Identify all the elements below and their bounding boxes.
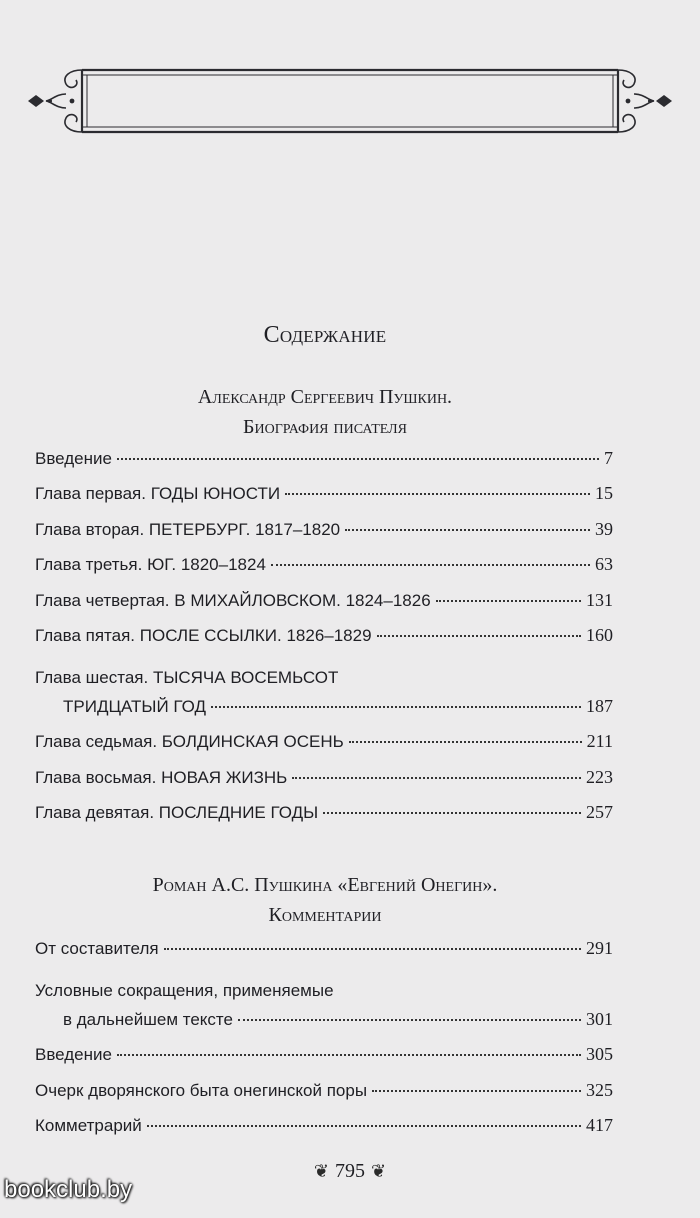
fleuron-left-icon: ❦ [313, 1161, 329, 1181]
toc-entry[interactable] [35, 625, 613, 660]
toc-entry[interactable] [35, 731, 613, 766]
section-heading-line: Роман А.С. Пушкина «Евгений Онегин». [152, 874, 498, 896]
toc-entry[interactable] [35, 483, 613, 518]
section-heading-line: Биография писателя [242, 416, 408, 438]
ornament-frame-graphic [26, 64, 674, 138]
toc-entry-label: Глава седьмая. БОЛДИНСКАЯ ОСЕНЬ [35, 732, 344, 752]
page-number: 795 [335, 1160, 365, 1182]
toc-entry-label: Глава третья. ЮГ. 1820–1824 [35, 555, 266, 575]
dot-leader [377, 635, 581, 637]
dot-leader [117, 1054, 581, 1056]
toc-entry-page: 131 [586, 589, 613, 610]
toc-entry[interactable] [35, 590, 613, 625]
fleuron-right-icon: ❦ [371, 1161, 387, 1181]
toc-entry[interactable] [35, 767, 613, 802]
toc-entry-label: Введение [35, 1045, 112, 1065]
toc-entry-label: Глава первая. ГОДЫ ЮНОСТИ [35, 484, 281, 504]
dot-leader [238, 1019, 581, 1021]
toc-entry-label: Комметрарий [35, 1116, 142, 1136]
toc-entry-label: Глава вторая. ПЕТЕРБУРГ. 1817–1820 [35, 519, 341, 539]
toc-entry-page: 15 [595, 483, 613, 504]
toc-entry-page: 63 [595, 554, 613, 575]
toc-entry[interactable] [35, 519, 613, 554]
dot-leader [211, 706, 581, 708]
dot-leader [349, 741, 582, 743]
toc-entry[interactable] [35, 938, 613, 973]
dot-leader [436, 600, 581, 602]
toc-entry-page: 211 [586, 731, 613, 752]
toc-entry-continuation [35, 1009, 613, 1044]
toc-list-commentary [35, 938, 613, 1151]
site-watermark: bookclub.by [4, 1176, 133, 1203]
dot-leader [271, 564, 590, 566]
section-heading-commentary [0, 870, 650, 930]
dot-leader [292, 777, 581, 779]
table-of-contents-title: Содержание [263, 322, 387, 348]
toc-entry[interactable] [35, 973, 613, 1044]
toc-entry-continuation [35, 696, 613, 731]
section-heading-line: Комментарии [268, 904, 382, 926]
toc-entry[interactable] [35, 554, 613, 589]
toc-entry-label: Глава четвертая. В МИХАЙЛОВСКОМ. 1824–1826 [35, 590, 431, 610]
toc-entry-page: 257 [586, 802, 613, 823]
toc-entry-label: Глава девятая. ПОСЛЕДНИЕ ГОДЫ [35, 803, 319, 823]
toc-entry[interactable] [35, 802, 613, 837]
toc-entry[interactable] [35, 660, 613, 731]
toc-list-biography [35, 448, 613, 838]
toc-entry[interactable] [35, 448, 613, 483]
section-heading-biography [0, 382, 650, 442]
dot-leader [372, 1090, 581, 1092]
toc-entry-label: ТРИДЦАТЫЙ ГОД [63, 696, 207, 716]
toc-entry[interactable] [35, 1044, 613, 1079]
toc-entry-page: 39 [595, 518, 613, 539]
dot-leader [164, 948, 581, 950]
toc-entry-page: 305 [586, 1044, 613, 1065]
toc-entry-label: Введение [35, 449, 112, 468]
toc-entry-label: Глава восьмая. НОВАЯ ЖИЗНЬ [35, 767, 288, 787]
toc-entry-page: 301 [586, 1008, 613, 1029]
dot-leader [345, 529, 590, 531]
toc-entry-page: 417 [586, 1115, 613, 1136]
toc-entry-label: От составителя [35, 939, 159, 958]
toc-entry[interactable] [35, 1115, 613, 1150]
toc-entry-page: 223 [586, 766, 613, 787]
toc-entry-page: 325 [586, 1079, 613, 1100]
toc-entry-page: 291 [586, 938, 613, 958]
toc-entry-page: 7 [604, 448, 613, 468]
toc-entry[interactable] [35, 1080, 613, 1115]
toc-entry-label: Глава шестая. ТЫСЯЧА ВОСЕМЬСОТ [35, 668, 339, 688]
toc-entry-label: Очерк дворянского быта онегинской поры [35, 1080, 368, 1100]
toc-entry-label: в дальнейшем тексте [63, 1009, 233, 1029]
toc-entry-label: Условные сокращения, применяемые [35, 981, 334, 1001]
dot-leader [323, 812, 581, 814]
dot-leader [117, 458, 599, 460]
dot-leader [147, 1125, 581, 1127]
dot-leader [285, 493, 590, 495]
toc-entry-label: Глава пятая. ПОСЛЕ ССЫЛКИ. 1826–1829 [35, 625, 372, 645]
toc-entry-page: 187 [586, 695, 613, 716]
ornamental-header-frame [26, 64, 674, 138]
section-heading-line: Александр Сергеевич Пушкин. [197, 386, 453, 408]
toc-entry-page: 160 [586, 624, 613, 645]
